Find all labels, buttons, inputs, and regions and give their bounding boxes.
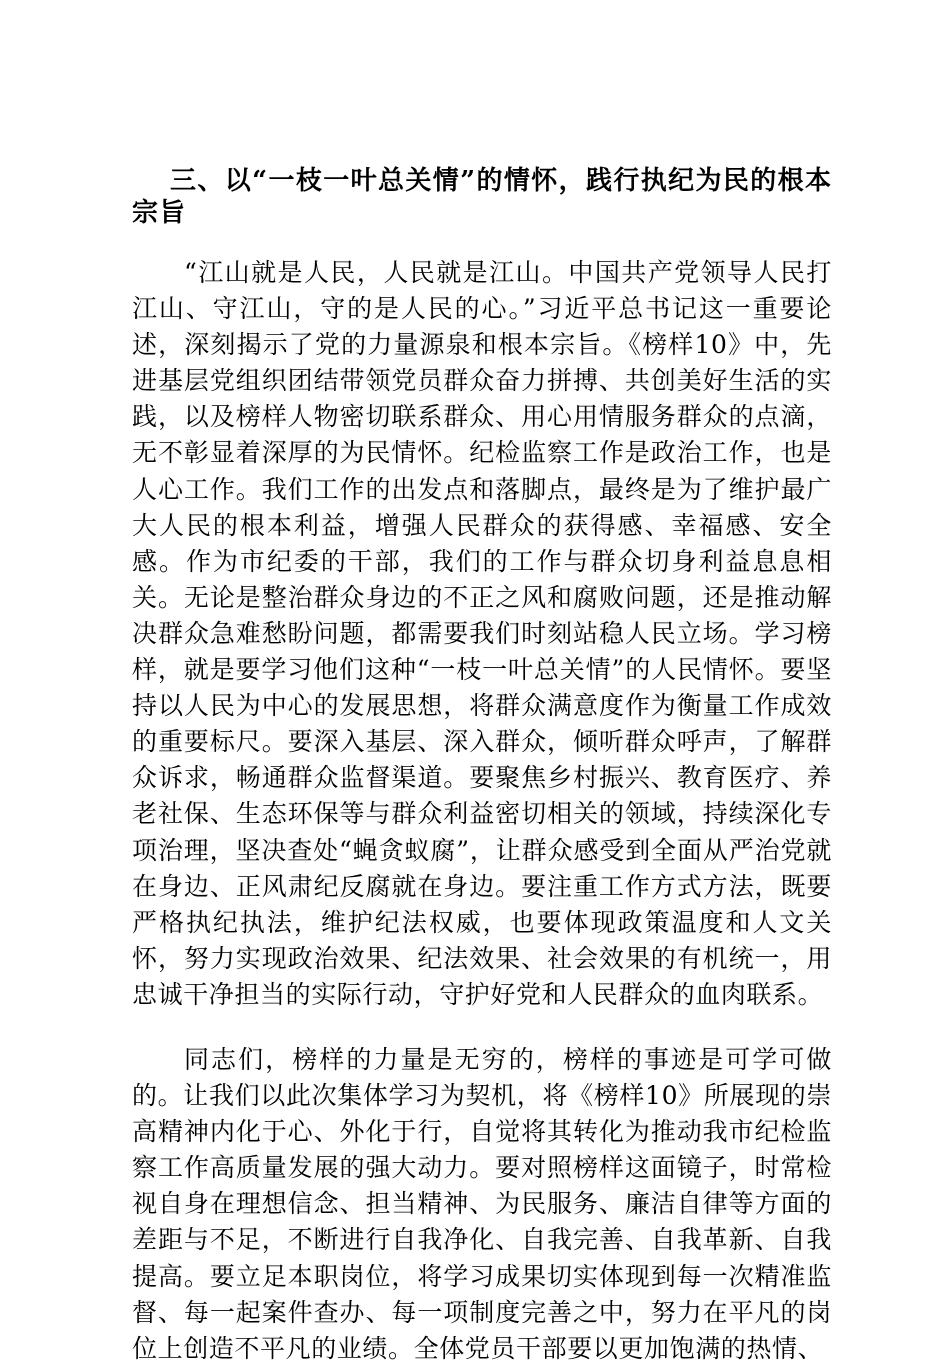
body-paragraph-2: 同志们，榜样的力量是无穷的，榜样的事迹是可学可做的。让我们以此次集体学习为契机，将《榜样10》所展现的崇高精神内化于心、外化于行，自觉将其转化为推动我市纪检监察工作高质量发展的强大动力。要对照榜样这面镜子，时常检视自身在理想信念、担当精神、为民服务、廉洁自律等方面的差距与不足，不断进行自我净化、自我完善、自我革新、自我提高。要立足本职岗位，将学习成果切实体现到每一次精准监督、每一起案件查办、每一项制度完善之中，努力在平凡的岗位上创造不平凡的业绩。全体党员干部要以更加饱满的热情、 [132,1044,832,1363]
body-paragraph-1: “江山就是人民，人民就是江山。中国共产党领导人民打江山、守江山，守的是人民的心。”习近平总书记这一重要论述，深刻揭示了党的力量源泉和根本宗旨。《榜样10》中，先进基层党组织团结带领党员群众奋力拼搏、共创美好生活的实践，以及榜样人物密切联系群众、用心用情服务群众的点滴，无不彰显着深厚的为民情怀。纪检监察工作是政治工作，也是人心工作。我们工作的出发点和落脚点，最终是为了维护最广大人民的根本利益，增强人民群众的获得感、幸福感、安全感。作为市纪委的干部，我们的工作与群众切身利益息息相关。无论是整治群众身边的不正之风和腐败问题，还是推动解决群众急难愁盼问题，都需要我们时刻站稳人民立场。学习榜样，就是要学习他们这种“一枝一叶总关情”的人民情怀。要坚持以人民为中心的发展思想，将群众满意度作为衡量工作成效的重要标尺。要深入基层、深入群众，倾听群众呼声，了解群众诉求，畅通群众监督渠道。要聚焦乡村振兴、教育医疗、养老社保、生态环保等与群众利益密切相关的领域，持续深化专项治理，坚决查处“蝇贪蚁腐”，让群众感受到全面从严治党就在身边、正风肃纪反腐就在身边。要注重工作方式方法，既要严格执纪执法，维护纪法权威，也要体现政策温度和人文关怀，努力实现政治效果、纪法效果、社会效果的有机统一，用忠诚干净担当的实际行动，守护好党和人民群众的血肉联系。 [132,258,832,1009]
document-page [132,165,832,1367]
section-heading: 三、以“一枝一叶总关情”的情怀，践行执纪为民的根本宗旨 [132,166,832,228]
